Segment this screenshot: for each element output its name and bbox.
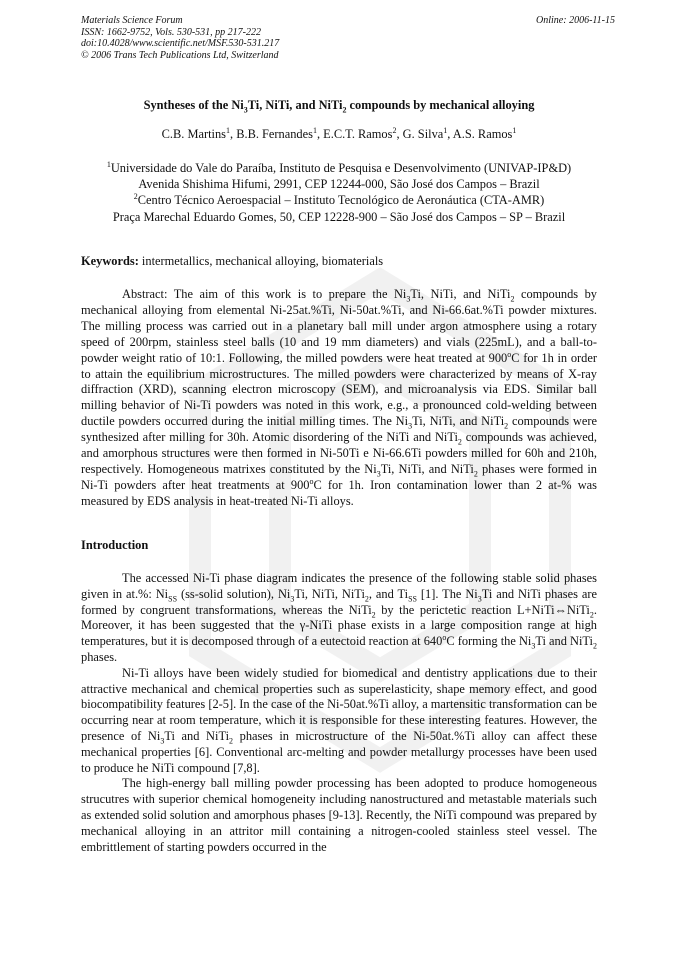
body-paragraph: Ni-Ti alloys have been widely studied for biomedical and dentistry applications due to their attractive mechanical and chemical properties such as superelasticity, shape memory effect, and good biocompatibility features [2-5]. In the case of the Ni-50at.%Ti alloy, a martensitic transformation can be occurring near at room temperature, which it is responsible for these interesting features. However, the presence of $Ni_3Ti$ and NiTi$_2$ phases in microstructure of the Ni-50at.%Ti alloy can affect these mechanical properties [6]. Conventional arc-melting and powder metallurgy processes have been used to produce he NiTi compound [7,8]. (81, 665, 597, 775)
body-paragraph: The high-energy ball milling powder processing has been adopted to produce homogeneous strucutres with superior chemical homogeneity including nanostructured and metastable materials such as extended solid solution and amorphous phases [9-13]. Recently, the NiTi compound was prepared by mechanical alloying in an attritor mill containing a nitrogen-cooled stainless steel vessel. The embrittlement of starting powders occurred in the (81, 776, 597, 854)
keywords-label: Keywords: (81, 254, 139, 268)
keywords (81, 254, 597, 269)
body-paragraph: The accessed Ni-Ti phase diagram indicates the presence of the following stable solid phases given in at.%: $Ni_{SS}$ (ss-solid solution), $Ni_3Ti$, NiTi, NiTi$_2$, and $Ti_{SS}$ [1]. The $Ni_3Ti$ and NiTi phases are formed by congruent transformations, whereas the NiTi$_2$ by the perictetic reaction L+NiTi⇔NiTi$_2$. Moreover, it has been suggested that the γ-NiTi phase exists in a large composition range at high temperatures, but it is decomposed through of a eutectoid reaction at 640$^o$C forming the $Ni_3Ti$ and NiTi$_2$ phases. (81, 571, 597, 664)
affiliation-2-address: Praça Marechal Eduardo Gomes, 50, CEP 12228-900 – São José dos Campos – SP – Brazil (112, 209, 566, 224)
affiliation-1: $^1$Universidade do Vale do Paraíba, Instituto de Pesquisa e Desenvolvimento (UNIVAP-IP&D) (106, 159, 572, 175)
journal-name: Materials Science Forum (81, 15, 183, 26)
issn-line: ISSN: 1662-9752, Vols. 530-531, pp 217-222 (81, 26, 261, 38)
journal-header (81, 15, 279, 61)
paper-title: Syntheses of the $Ni_3Ti$, NiTi, and NiTi$_2$ compounds by mechanical alloying (143, 98, 535, 115)
author: E.C.T. Ramos (323, 127, 393, 141)
abstract-paragraph: Abstract: The aim of this work is to prepare the $Ni_3Ti$, NiTi, and NiTi$_2$ compounds by mechanical alloying from elemental Ni-25at.%Ti, Ni-50at.%Ti, and Ni-66.6at.%Ti powder mixtures. The milling process was carried out in a planetary ball mill under argon atmosphere using a rotary speed of 200rpm, stainless steel balls (10 and 19 mm diameters) and vials (225mL), and a ball-to-powder weight ratio of 10:1. Following, the milled powders were heat treated at 900$^o$C for 1h in order to attain the equilibrium microstructures. The milled powders were characterized by means of X-ray diffraction (XRD), scanning electron microscopy (SEM), and microanalysis via EDS. Similar ball milling behavior of Ni-Ti powders was noted in this work, e.g., a pronounced cold-welding between ductile powders occurred during the initial milling times. The $Ni_3Ti$, NiTi, and NiTi$_2$ compounds were synthesized after milling for 30h. Atomic disordering of the NiTi and NiTi$_2$ compounds was achieved, and amorphous structures were then formed in Ni-50Ti e Ni-66.6Ti powders milled for 60h and 210h, respectively. Homogeneous matrixes constituted by the $Ni_3Ti$, NiTi, and NiTi$_2$ phases were formed in Ni-Ti powders after heat treatments at 900$^o$C for 1h. Iron contamination lower than 2 at-% was measured by EDS analysis in heat-treated Ni-Ti alloys. (81, 287, 598, 508)
abstract (81, 287, 597, 510)
author: B.B. Fernandes (236, 127, 313, 141)
author-list: C.B. Martins$^1$, B.B. Fernandes$^1$, E.C.T. Ramos$^2$, G. Silva$^1$, A.S. Ramos$^1$ (161, 125, 517, 141)
affiliations (81, 160, 597, 225)
author: C.B. Martins (161, 127, 226, 141)
author: G. Silva (402, 127, 444, 141)
section-heading-introduction: Introduction (81, 538, 149, 552)
introduction-body (81, 571, 597, 855)
affiliation-1-address: Avenida Shishima Hifumi, 2991, CEP 12244-000, São José dos Campos – Brazil (138, 177, 540, 192)
online-date: Online: 2006-11-15 (536, 15, 615, 26)
keywords-text: intermetallics, mechanical alloying, biomaterials (138, 254, 384, 268)
affiliation-2: $^2$Centro Técnico Aeroespacial – Instituto Tecnológico de Aeronáutica (CTA-AMR) (133, 192, 545, 208)
doi-line[interactable]: doi:10.4028/www.scientific.net/MSF.530-531.217 (81, 38, 280, 49)
copyright-line: © 2006 Trans Tech Publications Ltd, Switzerland (81, 49, 279, 61)
author: A.S. Ramos (452, 127, 513, 141)
